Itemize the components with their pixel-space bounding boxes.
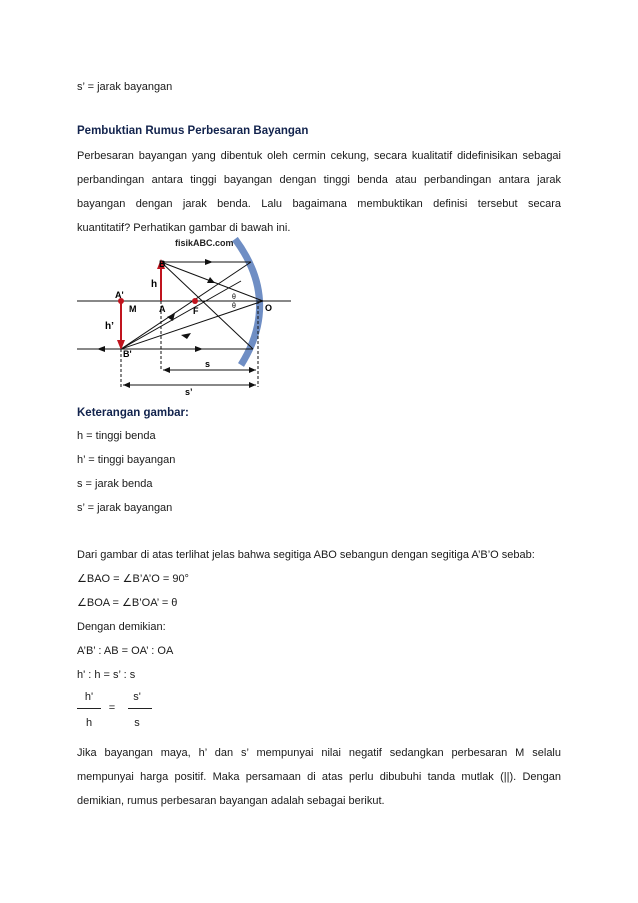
concave-mirror xyxy=(235,239,260,365)
paragraph-line: Jika bayangan maya, h’ dan s’ mempunyai nilai negatif sedangkan perbesaran M selalu xyxy=(77,747,561,759)
label-h-prime: h’ xyxy=(105,321,114,332)
paragraph-line: kuantitatif? Perhatikan gambar di bawah ini. xyxy=(77,222,291,234)
equation-line: Dengan demikian: xyxy=(77,621,166,633)
section-heading-legend: Keterangan gambar: xyxy=(77,407,189,419)
legend-item: s = jarak benda xyxy=(77,478,153,490)
label-m: M xyxy=(129,304,137,314)
paragraph-line: Perbesaran bayangan yang dibentuk oleh cermin cekung, secara kualitatif didefinisikan sebagai xyxy=(77,150,561,162)
fraction-numerator: s' xyxy=(133,691,141,703)
label-a-prime: A' xyxy=(115,290,124,300)
label-s-prime: s’ xyxy=(185,387,193,397)
image-distance-line: s’ = jarak bayangan xyxy=(77,81,173,93)
paragraph-line: Dari gambar di atas terlihat jelas bahwa segitiga ABO sebangun dengan segitiga A’B’O sebab: xyxy=(77,549,535,561)
equation-line: A’B’ : AB = OA’ : OA xyxy=(77,645,174,657)
label-a: A xyxy=(159,304,166,314)
paragraph-line: mempunyai harga positif. Maka persamaan di atas perlu dibubuhi tanda mutlak (||). Dengan xyxy=(77,771,561,783)
label-b-prime: B' xyxy=(123,349,132,359)
equation-line: h' : h = s’ : s xyxy=(77,669,136,681)
label-theta: θ xyxy=(232,303,236,310)
section-heading-proof: Pembuktian Rumus Perbesaran Bayangan xyxy=(77,125,309,137)
ray-arrow xyxy=(205,259,213,265)
label-theta: θ xyxy=(232,294,236,301)
ray-arrow xyxy=(167,313,175,321)
legend-item: h = tinggi benda xyxy=(77,430,156,442)
fraction-bar xyxy=(77,708,101,709)
ray xyxy=(161,262,253,349)
mirror-diagram xyxy=(75,237,297,397)
fraction-numerator: h' xyxy=(84,691,94,703)
label-h: h xyxy=(151,279,158,290)
label-f: F xyxy=(193,306,199,316)
legend-item: h’ = tinggi bayangan xyxy=(77,454,176,466)
paragraph-line: demikian, rumus perbesaran bayangan adalah sebagai berikut. xyxy=(77,795,385,807)
paragraph-line: perbandingan antara tinggi bayangan dengan tinggi benda atau perbandingan antara jarak xyxy=(77,174,561,186)
label-b: B xyxy=(159,259,166,269)
ray-arrow xyxy=(181,333,191,339)
fraction-denominator: h xyxy=(85,717,93,729)
ray-arrow xyxy=(195,346,203,352)
equation-line: ∠BAO = ∠B’A’O = 90° xyxy=(77,573,189,585)
ray-arrow xyxy=(97,346,105,352)
label-s: s xyxy=(205,359,211,369)
equals-sign: = xyxy=(108,702,116,714)
watermark: fisikABC.com xyxy=(175,238,234,248)
fraction-bar xyxy=(128,708,152,709)
label-o: O xyxy=(265,303,273,313)
point-f xyxy=(192,298,198,304)
legend-item: s’ = jarak bayangan xyxy=(77,502,173,514)
paragraph-line: bayangan dengan jarak benda. Lalu bagaimana membuktikan definisi tersebut secara xyxy=(77,198,561,210)
fraction-denominator: s xyxy=(134,717,140,729)
equation-line: ∠BOA = ∠B’OA’ = θ xyxy=(77,597,178,609)
